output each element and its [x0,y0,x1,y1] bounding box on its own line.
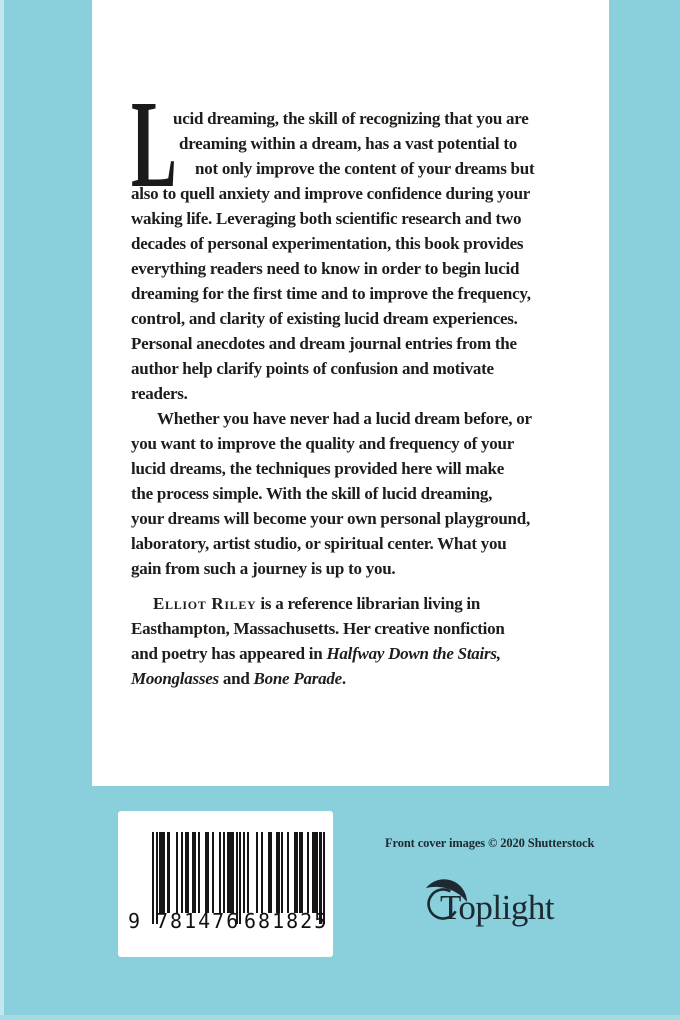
text-line: Whether you have never had a lucid dream before, or [157,409,532,428]
synopsis-paragraph-1 [131,76,586,406]
synopsis-panel [92,0,609,786]
isbn-digit-group-2: 681825 [244,909,329,933]
text-line: Personal anecdotes and dream journal entries from the [131,334,517,353]
text-line: the process simple. With the skill of lucid dreaming, [131,484,493,503]
barcode-bar [287,832,289,913]
barcode-bar [187,832,189,913]
barcode-bar [152,832,154,924]
text-line: laboratory, artist studio, or spiritual center. What you [131,534,507,553]
barcode-bar [232,832,234,913]
text-line: decades of personal experimentation, this book provides [131,234,524,253]
text-line: not only improve the content of your dreams but [195,159,535,178]
synopsis-text [131,76,586,691]
text-line: Easthampton, Massachusetts. Her creative nonfiction [131,619,505,638]
text-line: waking life. Leveraging both scientific research and two [131,209,522,228]
barcode-bar [278,832,280,913]
text-line: and poetry has appeared in Halfway Down the Stairs, [131,644,501,663]
barcode-bar [207,832,209,913]
text-line: control, and clarity of existing lucid dream experiences. [131,309,518,328]
barcode-bar [181,832,183,913]
text-line: gain from such a journey is up to you. [131,559,396,578]
barcode-bar [243,832,245,913]
publisher-logo [424,874,614,954]
barcode-bar [247,832,249,913]
text-line: your dreams will become your own personal playground, [131,509,530,528]
text-line: author help clarify points of confusion and motivate [131,359,494,378]
barcode-bar [256,832,258,913]
barcode-bar [296,832,298,913]
isbn-digit-group-1: 781476 [156,909,241,933]
text-line: you want to improve the quality and frequency of your [131,434,515,453]
text-line: dreaming within a dream, has a vast potential to [179,134,518,153]
text-line: lucid dreams, the techniques provided here will make [131,459,505,478]
text-line: dreaming for the first time and to improve the frequency, [131,284,531,303]
barcode-bar [301,832,303,913]
barcode-bar [261,832,263,913]
barcode-bar [219,832,221,913]
barcode-bar [212,832,214,913]
drop-cap: L [131,76,177,215]
barcode-bar [223,832,225,913]
barcode-box [118,811,333,957]
barcode-bar [270,832,272,913]
barcode-bar [168,832,170,913]
text-line: ucid dreaming, the skill of recognizing that you are [173,109,529,128]
text-line: Elliot Riley is a reference librarian living in [153,594,481,613]
text-line: also to quell anxiety and improve confidence during your [131,184,531,203]
left-edge-highlight [0,0,4,1020]
barcode-bar [194,832,196,913]
publisher-wordmark: Toplight [440,888,555,927]
text-line: readers. [131,384,188,403]
barcode-bar [316,832,318,913]
text-line: everything readers need to know in order to begin lucid [131,259,520,278]
barcode-bar [176,832,178,913]
author-bio [131,591,586,691]
cover-credits: Front cover images © 2020 Shutterstock [385,836,595,850]
bottom-edge-highlight [0,1015,680,1020]
paragraph-1-lines [131,106,586,406]
barcode-bar [163,832,165,913]
barcode-bar [307,832,309,913]
synopsis-paragraph-2 [131,406,586,581]
text-line: Moonglasses and Bone Parade. [131,669,346,688]
barcode-bar [198,832,200,913]
barcode-bar [281,832,283,913]
isbn-digit-left: 9 [128,909,141,933]
